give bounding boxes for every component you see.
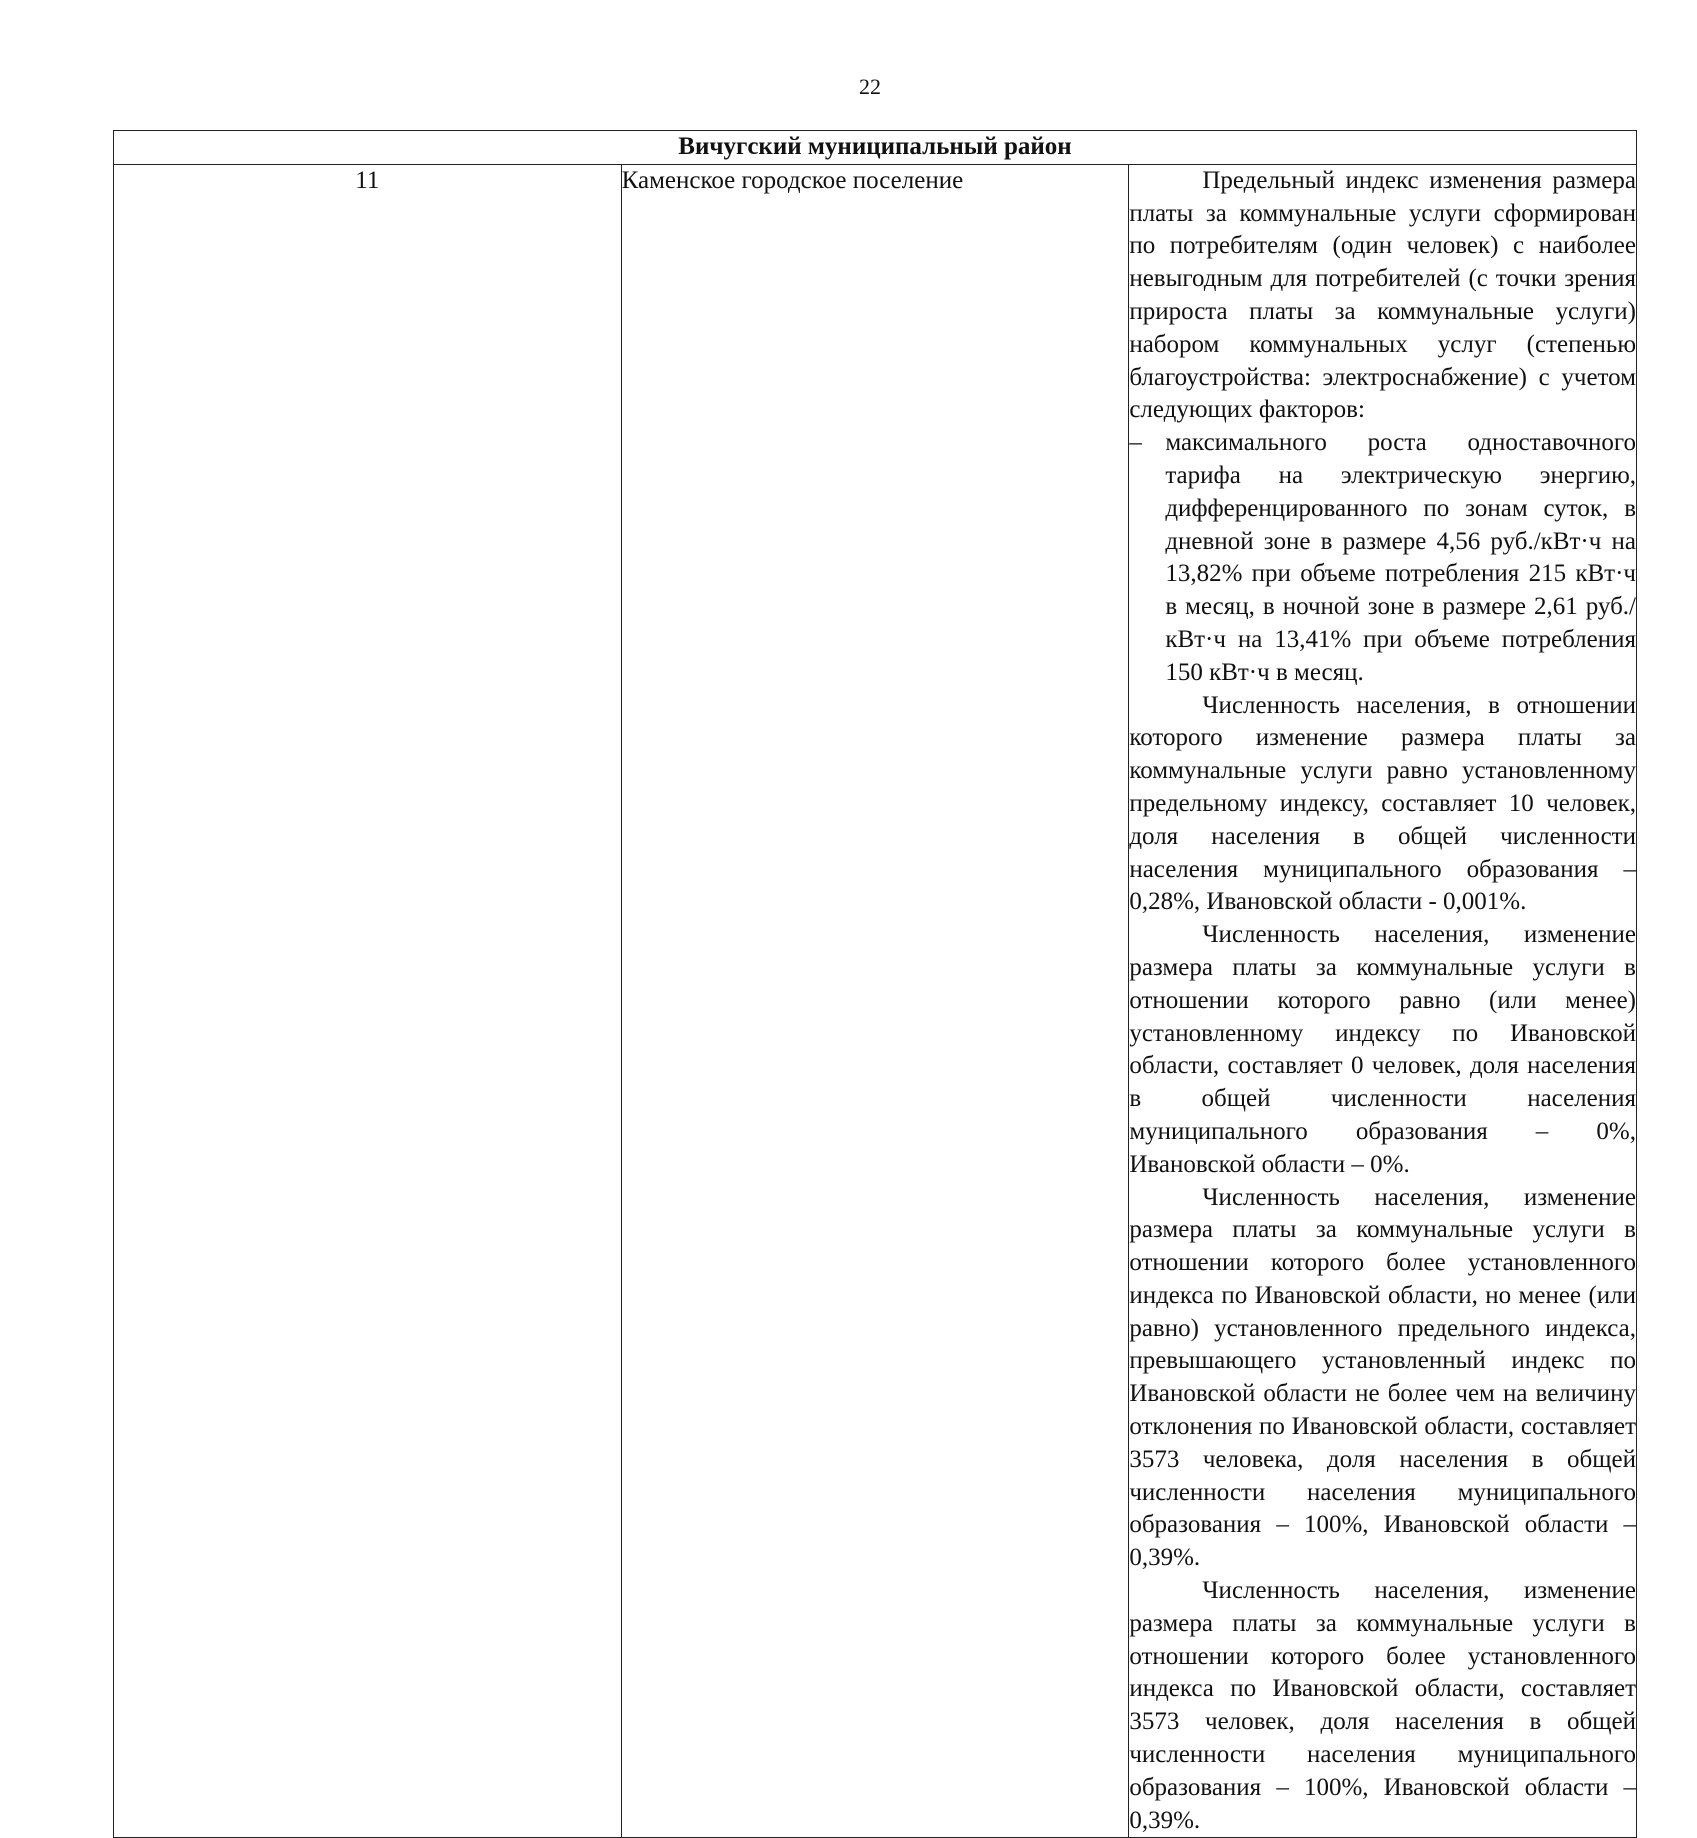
table-row: [114, 164, 1637, 1838]
indices-table: [113, 130, 1637, 1838]
bullet-text: максимального роста одноставочного тарифа на электрическую энергию, дифференцированного по зонам суток, в дневной зоне в размере 4,56 руб./кВт·ч на 13,82% при объеме потребления 215 кВт·ч в месяц, в ночной зоне в размере 2,61 руб./кВт·ч на 13,41% при объеме потребления 150 кВт·ч в месяц.: [1165, 429, 1636, 686]
paragraph-equal-limit: Численность населения, в отношении которого изменение размера платы за коммунальные услуги равно установленному предельному индексу, составляет 10 человек, доля населения в общей численности населения муниципального образования – 0,28%, Ивановской области - 0,001%.: [1129, 691, 1636, 916]
intro-paragraph: Предельный индекс изменения размера платы за коммунальные услуги сформирован по потребителям (один человек) с наиболее невыгодным для потребителей (с точки зрения прироста платы за коммунальные услуги) набором коммунальных услуг (степенью благоустройства: электроснабжение) с учетом следующих факторов:: [1129, 166, 1636, 424]
row-number: 11: [114, 164, 622, 1838]
bullet-dash: –: [1129, 429, 1142, 457]
district-header: Вичугский муниципальный район: [114, 131, 1637, 165]
description-cell: [1129, 164, 1637, 1838]
paragraph-equal-or-less: Численность населения, изменение размера платы за коммунальные услуги в отношении которого равно (или менее) установленному индексу по Ивановской области, составляет 0 человек, доля населения в общей численности населения муниципального образования – 0%, Ивановской области – 0%.: [1129, 921, 1636, 1178]
settlement-name: Каменское городское поселение: [621, 164, 1129, 1838]
bullet-item: [1129, 427, 1636, 689]
page-number: 22: [859, 74, 881, 99]
district-header-row: [114, 131, 1637, 165]
paragraph-above: Численность населения, изменение размера платы за коммунальные услуги в отношении которого более установленного индекса по Ивановской области, составляет 3573 человек, доля населения в общей численности населения муниципального образования – 100%, Ивановской области – 0,39%.: [1129, 1577, 1636, 1834]
paragraph-between: Численность населения, изменение размера платы за коммунальные услуги в отношении которого более установленного индекса по Ивановской области, но менее (или равно) установленного предельного индекса, превышающего установленный индекс по Ивановской области не более чем на величину отклонения по Ивановской области, составляет 3573 человека, доля населения в общей численности населения муниципального образования – 100%, Ивановской области – 0,39%.: [1129, 1183, 1636, 1572]
